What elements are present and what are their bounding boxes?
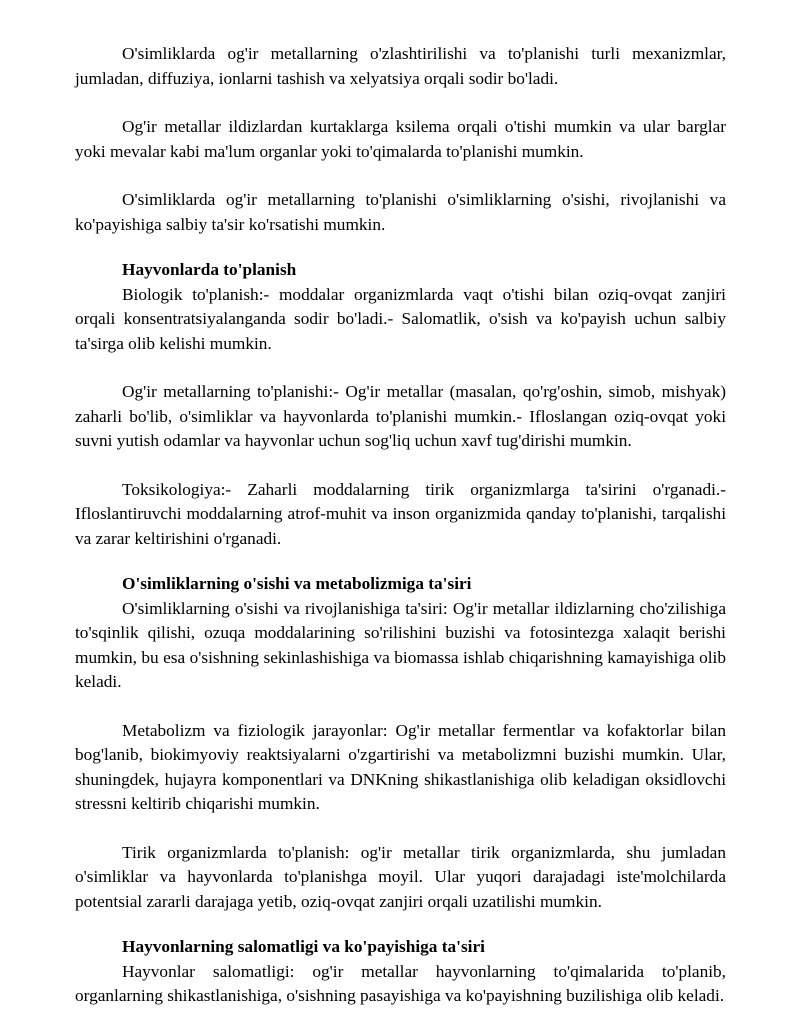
paragraph-heavy-metal-accumulation: Og'ir metallarning to'planishi:- Og'ir metallar (masalan, qo'rg'oshin, simob, mishyak) zaharli bo'lib, o'simliklar va hayvonlarda to'planishi mumkin.- Ifloslangan oziq-ovqat yoki suvni yutish odamlar va hayvonlar uchun sog'liq uchun xavf tug'dirishi mumkin. <box>75 382 726 450</box>
paragraph-bioaccumulation: Biologik to'planish:- moddalar organizmlarda vaqt o'tishi bilan oziq-ovqat zanjiri orqali konsentratsiyalanganda sodir bo'ladi.- Salomatlik, o'sish va ko'payish uchun salbiy ta'sirga olib kelishi mumkin. <box>75 284 726 353</box>
paragraph-toxicology: Toksikologiya:- Zaharli moddalarning tirik organizmlarga ta'sirini o'rganadi.- Ifloslantiruvchi moddalarning atrof-muhit va inson organizmida qanday to'planishi, tarqalishi va zarar keltirishini o'rganadi. <box>75 479 726 548</box>
heading-animal-health-reproduction: Hayvonlarning salomatligi va ko'payishiga ta'siri <box>122 937 485 956</box>
heading-plant-growth-metabolism: O'simliklarning o'sishi va metabolizmiga ta'siri <box>122 574 472 593</box>
paragraph-metabolism: Metabolizm va fiziologik jarayonlar: Og'ir metallar fermentlar va kofaktorlar bilan bog'lanib, biokimyoviy reaktsiyalarni o'zgartirishi va metabolizmni buzishi mumkin. Ular, shuningdek, hujayra komponentlari va DNKning shikastlanishiga olib keladigan oksidlovchi stressni keltirib chiqarishi mumkin. <box>75 720 726 813</box>
paragraph-animal-health: Hayvonlar salomatligi: og'ir metallar hayvonlarning to'qimalarida to'planib, organlarning shikastlanishiga, o'sishning pasayishiga va ko'payishning buzilishiga olib keladi. <box>75 961 726 1005</box>
document-page <box>75 42 726 1009</box>
paragraph-plant-effects: O'simliklarda og'ir metallarning to'planishi o'simliklarning o'sishi, rivojlanishi va ko'payishiga salbiy ta'sir ko'rsatishi mumkin. <box>75 190 726 234</box>
paragraph-metal-uptake: O'simliklarda og'ir metallarning o'zlashtirilishi va to'planishi turli mexanizmlar, jumladan, diffuziya, ionlarni tashish va xelyatsiya orqali sodir bo'ladi. <box>75 44 726 88</box>
paragraph-xylem-transport: Og'ir metallar ildizlardan kurtaklarga ksilema orqali o'tishi mumkin va ular barglar yoki mevalar kabi ma'lum organlar yoki to'qimalarda to'planishi mumkin. <box>75 117 726 161</box>
paragraph-organism-accumulation: Tirik organizmlarda to'planish: og'ir metallar tirik organizmlarda, shu jumladan o'simliklar va hayvonlarda to'planishga moyil. Ular yuqori darajadagi iste'molchilarda potentsial zararli darajaga yetib, oziq-ovqat zanjiri orqali uzatilishi mumkin. <box>75 842 726 911</box>
paragraph-growth-development: O'simliklarning o'sishi va rivojlanishiga ta'siri: Og'ir metallar ildizlarning cho'zilishiga to'sqinlik qilishi, ozuqa moddalarining so'rilishini buzishi va fotosintezga xalaqit berishi mumkin, bu esa o'sishning sekinlashishiga va biomassa ishlab chiqarishning kamayishiga olib keladi. <box>75 598 726 691</box>
heading-animal-accumulation: Hayvonlarda to'planish <box>122 260 297 279</box>
